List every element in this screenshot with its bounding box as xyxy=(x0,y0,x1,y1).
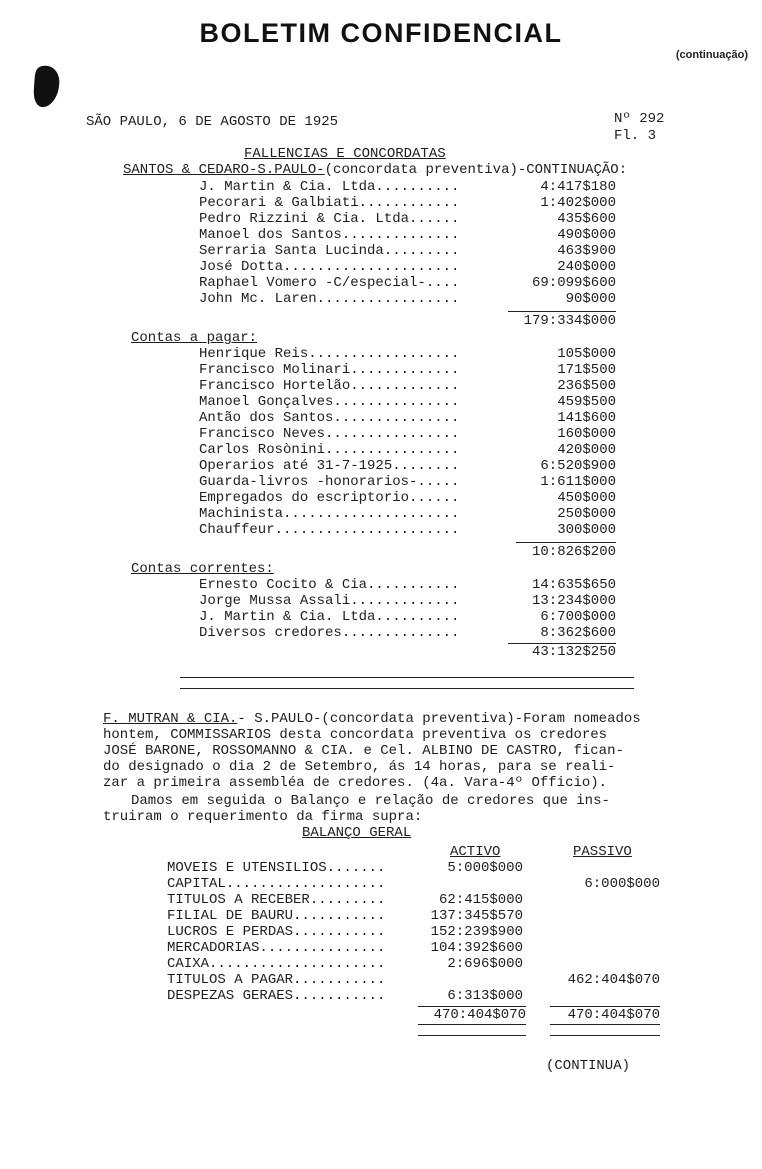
company1-heading xyxy=(123,162,627,178)
list-item: Diversos credores.............. 8:362$600 xyxy=(199,625,616,641)
list-item: Francisco Hortelão............. 236$500 xyxy=(199,378,616,394)
company1-name: SANTOS & CEDARO-S.PAULO- xyxy=(123,162,325,178)
list-item: Manoel Gonçalves............... 459$500 xyxy=(199,394,616,410)
contas-pagar-label: Contas a pagar: xyxy=(131,330,258,346)
company2-first-line: F. MUTRAN & CIA.- S.PAULO-(concordata preventiva)-Foram nomeados xyxy=(103,711,641,727)
table-row: DESPEZAS GERAES........... 6:313$000 xyxy=(167,988,523,1004)
total-rule xyxy=(418,1024,526,1025)
list-item: Serraria Santa Lucinda......... 463$900 xyxy=(199,243,616,259)
contas-pagar-total: 10:826$200 xyxy=(531,544,616,560)
list-item: J. Martin & Cia. Ltda.......... 6:700$000 xyxy=(199,609,616,625)
list-item: Raphael Vomero -C/especial-.... 69:099$600 xyxy=(199,275,616,291)
list-item: Operarios até 31-7-1925........ 6:520$900 xyxy=(199,458,616,474)
folio-number: Fl. 3 xyxy=(614,128,657,144)
paragraph-line: do designado o dia 2 de Setembro, ás 14 horas, para se reali- xyxy=(103,759,616,775)
list-item: Chauffeur...................... 300$000 xyxy=(199,522,616,538)
table-row: CAPITAL................... 6:000$000 xyxy=(167,876,660,892)
list-item: Guarda-livros -honorarios-..... 1:611$000 xyxy=(199,474,616,490)
contas-pagar-list xyxy=(199,346,616,540)
paragraph-line: truiram o requerimento da firma supra: xyxy=(103,809,423,825)
list-item: Carlos Rosònini................ 420$000 xyxy=(199,442,616,458)
table-row: TITULOS A RECEBER......... 62:415$000 xyxy=(167,892,523,908)
section-title: FALLENCIAS E CONCORDATAS xyxy=(244,146,446,162)
company1-heading-rest: (concordata preventiva)-CONTINUAÇÃO: xyxy=(324,162,628,178)
total-rule xyxy=(550,1035,660,1036)
paragraph-line: Damos em seguida o Balanço e relação de credores que ins- xyxy=(131,793,610,809)
list-item: Jorge Mussa Assali............. 13:234$000 xyxy=(199,593,616,609)
table-row: MERCADORIAS............... 104:392$600 xyxy=(167,940,523,956)
list-item: Antão dos Santos............... 141$600 xyxy=(199,410,616,426)
table-row: LUCROS E PERDAS........... 152:239$900 xyxy=(167,924,523,940)
table-row: TITULOS A PAGAR........... 462:404$070 xyxy=(167,972,660,988)
contas-correntes-label: Contas correntes: xyxy=(131,561,274,577)
table-row: CAIXA..................... 2:696$000 xyxy=(167,956,523,972)
creditors-total: 179:334$000 xyxy=(523,313,616,329)
section-separator-rule xyxy=(180,677,634,678)
list-item: Machinista..................... 250$000 xyxy=(199,506,616,522)
company1-creditor-list xyxy=(199,179,616,309)
list-item: Francisco Molinari............. 171$500 xyxy=(199,362,616,378)
list-item: José Dotta..................... 240$000 xyxy=(199,259,616,275)
paragraph-line: hontem, COMMISSARIOS desta concordata preventiva os credores xyxy=(103,727,608,743)
passivo-header: PASSIVO xyxy=(573,844,632,860)
paragraph-line: zar a primeira assembléa de credores. (4a. Vara-4º Officio). xyxy=(103,775,608,791)
list-item: Pecorari & Galbiati............ 1:402$000 xyxy=(199,195,616,211)
continuation-note: (continuação) xyxy=(675,49,748,61)
list-item: Henrique Reis.................. 105$000 xyxy=(199,346,616,362)
bulletin-number: Nº 292 xyxy=(614,111,665,127)
table-row: MOVEIS E UTENSILIOS....... 5:000$000 xyxy=(167,860,523,876)
contas-correntes-total: 43:132$250 xyxy=(531,644,616,660)
balance-table xyxy=(167,860,660,1006)
subtotal-rule xyxy=(516,542,616,543)
section-separator-rule xyxy=(180,688,634,689)
place-date: SÃO PAULO, 6 DE AGOSTO DE 1925 xyxy=(86,114,339,130)
list-item: Ernesto Cocito & Cia........... 14:635$650 xyxy=(199,577,616,593)
list-item: Francisco Neves................ 160$000 xyxy=(199,426,616,442)
company2-name: F. MUTRAN & CIA. xyxy=(103,711,238,727)
continua-note: (CONTINUA) xyxy=(546,1058,631,1074)
paragraph-line: JOSÉ BARONE, ROSSOMANNO & CIA. e Cel. ALBINO DE CASTRO, fican- xyxy=(103,743,624,759)
subtotal-rule xyxy=(508,311,616,312)
contas-correntes-list xyxy=(199,577,616,643)
list-item: Empregados do escriptorio...... 450$000 xyxy=(199,490,616,506)
bulletin-title: BOLETIM CONFIDENCIAL xyxy=(199,18,563,48)
activo-header: ACTIVO xyxy=(450,844,501,860)
list-item: Pedro Rizzini & Cia. Ltda...... 435$600 xyxy=(199,211,616,227)
total-rule xyxy=(418,1035,526,1036)
list-item: J. Martin & Cia. Ltda.......... 4:417$180 xyxy=(199,179,616,195)
table-row: FILIAL DE BAURU........... 137:345$570 xyxy=(167,908,523,924)
list-item: John Mc. Laren................. 90$000 xyxy=(199,291,616,307)
activo-total: 470:404$070 xyxy=(433,1007,526,1023)
total-rule xyxy=(550,1024,660,1025)
balance-title: BALANÇO GERAL xyxy=(302,825,412,841)
list-item: Manoel dos Santos.............. 490$000 xyxy=(199,227,616,243)
passivo-total: 470:404$070 xyxy=(567,1007,660,1023)
ink-blot-mark xyxy=(32,64,62,108)
